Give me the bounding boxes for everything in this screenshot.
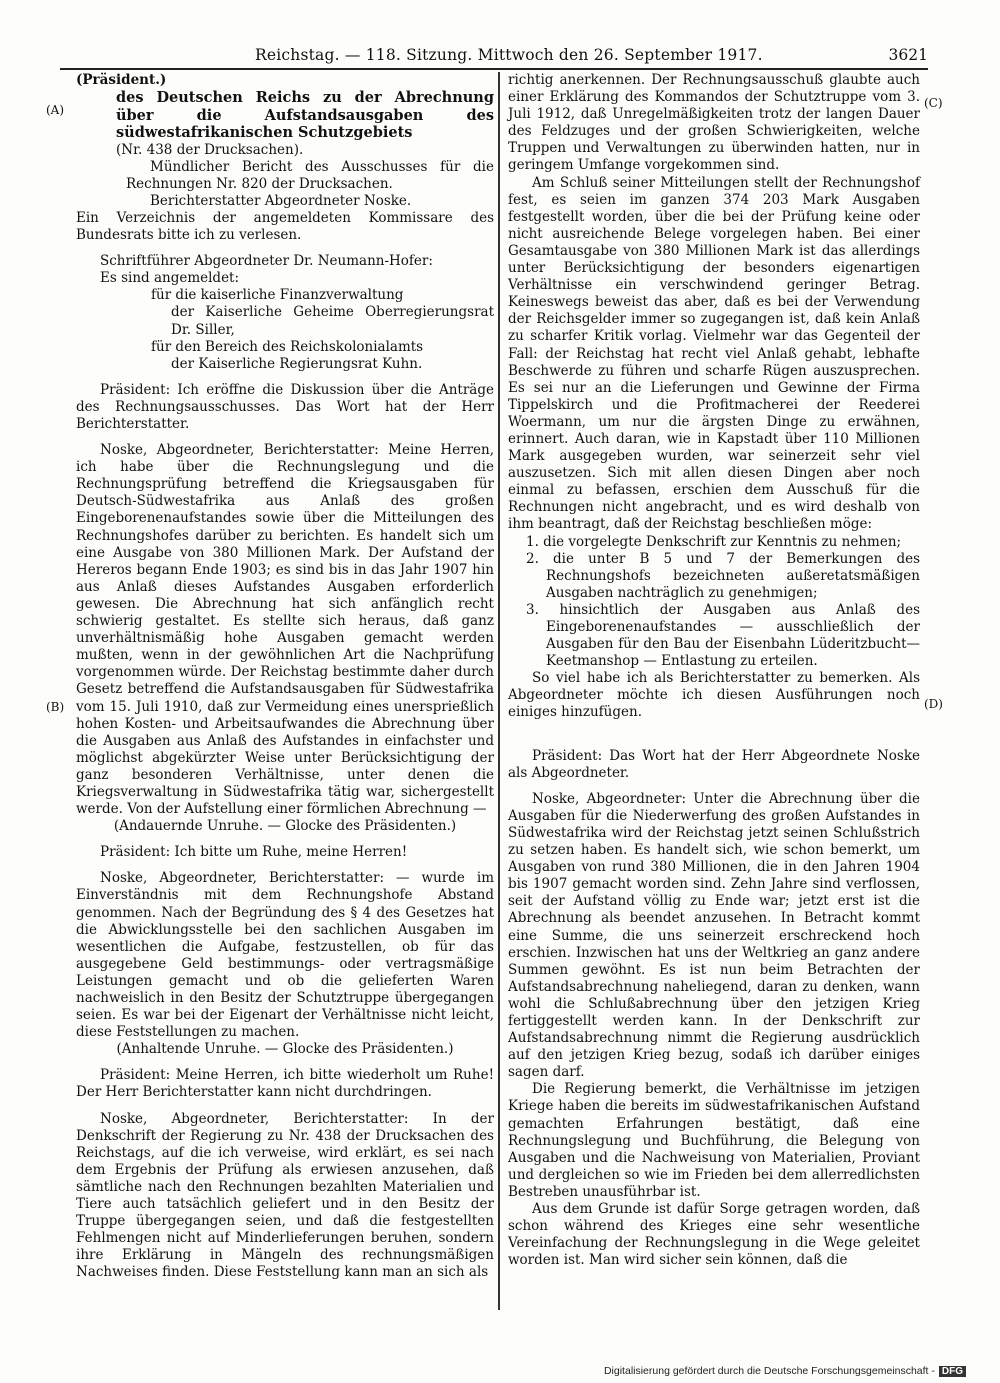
margin-marker-a: (A) — [46, 103, 65, 117]
speech-paragraph: Aus dem Grunde ist dafür Sorge getragen worden, daß schon während des Krieges eine sehr wesentliche Vereinfachung der Rechnungslegung in die Wege geleitet worden ist. Man wird sicher sein können, daß die — [508, 1201, 920, 1269]
speech-paragraph: Noske, Abgeordneter, Berichterstatter: In der Denkschrift der Regierung zu Nr. 438 der Drucksachen des Reichstags, auf die ich verweise, wird erklärt, es sei nach dem Ergebnis der Prüfung als erwiesen anzusehen, daß sämtliche nach den Rechnungen bezahlten Materialien und Tiere auch tatsächlich geliefert und in den Besitz der Truppe übergegangen seien, und daß die festgestellten Fehlmengen nicht auf Minderlieferungen beruhen, sondern ihre Erklärung in Mängeln des rechnungsmäßigen Nachweises finden. Diese Feststellung kann man an sich als — [76, 1110, 494, 1281]
list-item: für die kaiserliche Finanzverwaltung — [151, 287, 404, 304]
header-rule — [60, 68, 928, 70]
speech-paragraph: Präsident: Ich bitte um Ruhe, meine Herren! — [100, 844, 408, 861]
digitization-footer — [604, 1365, 966, 1377]
report-reference: Mündlicher Bericht des Ausschusses für die Rechnungen Nr. 820 der Drucksachen. — [126, 158, 494, 192]
list-item: der Kaiserliche Regierungsrat Kuhn. — [171, 355, 423, 372]
dfg-logo-icon: DFG — [939, 1366, 966, 1377]
page-number: 3621 — [888, 46, 928, 64]
list-item: der Kaiserliche Geheime Oberregierungsrat Dr. Siller, — [171, 304, 494, 338]
stage-direction: (Anhaltende Unruhe. — Glocke des Präsidenten.) — [116, 1041, 454, 1058]
stage-direction: (Andauernde Unruhe. — Glocke des Präsidenten.) — [113, 818, 457, 835]
speech-paragraph: Präsident: Meine Herren, ich bitte wiederholt um Ruhe! Der Herr Berichterstatter kann nicht durchdringen. — [76, 1067, 494, 1101]
speaker-running-head: (Präsident.) — [76, 72, 167, 88]
agenda-reference: (Nr. 438 der Drucksachen). — [116, 141, 304, 158]
margin-marker-d: (D) — [924, 697, 943, 711]
speech-paragraph: Präsident: Ich eröffne die Diskussion über die Anträge des Rechnungsausschusses. Das Wort hat der Herr Berichterstatter. — [76, 381, 494, 432]
speech-paragraph: Präsident: Das Wort hat der Herr Abgeordnete Noske als Abgeordneter. — [508, 747, 920, 781]
speech-paragraph: Noske, Abgeordneter: Unter die Abrechnung über die Ausgaben für die Niederwerfung des großen Aufstandes in Südwestafrika wird der Reichstag jetzt seinen Schlußstrich zu setzen haben. Es handelt sich, wie schon bemerkt, um Ausgaben von rund 380 Millionen, die in den Jahren 1904 bis 1907 gemacht worden sind. Zehn Jahre sind verflossen, seit der Aufstand völlig zu Ende war; jetzt erst ist die Abrechnung als beendet anzusehen. In Betracht kommt eine Summe, die uns seinerzeit erschreckend hoch erschien. Inzwischen hat uns der Weltkrieg an ganz andere Summen gewöhnt. Es ist nun beim Betrachten der Aufstandsabrechnung naheliegend, daran zu denken, wann wohl die Schlußabrechnung über den jetzigen Krieg fertiggestellt werden kann. In der Denkschrift zur Aufstandsabrechnung nimmt die Regierung ausdrücklich auf den jetzigen Krieg bezug, sodaß ich darüber einiges sagen darf. — [508, 790, 920, 1081]
speech-paragraph: Die Regierung bemerkt, die Verhältnisse im jetzigen Kriege haben die bereits im südwestafrikanischen Aufstand gemachten Erfahrungen bestätigt, daß eine Rechnungslegung und Buchführung, die Belegung von Ausgaben und die Nachweisung von Materialien, Proviant und dergleichen so wie im Frieden bei dem allerredlichsten Bestreben unausführbar ist. — [508, 1081, 920, 1200]
rapporteur-line: Berichterstatter Abgeordneter Noske. — [150, 192, 412, 209]
speech-paragraph: Noske, Abgeordneter, Berichterstatter: — wurde im Einverständnis mit dem Rechnungshofe Abstand genommen. Nach der Begründung des § 4 des Gesetzes hat die Abwicklungsstelle bei den sachlichen Ausgaben im wesentlichen die Aufgabe, festzustellen, ob für das ausgegebene Geld bestimmungs- oder vertragsmäßige Leistungen gemacht und ob die gelieferten Waren nachweislich in den Besitz der Schutztruppe übergegangen seien. Es war bei der Eigenart der Verhältnisse nicht leicht, diese Feststellungen zu machen. — [76, 870, 494, 1041]
speech-paragraph: So viel habe ich als Berichterstatter zu bemerken. Als Abgeordneter möchte ich diesen Ausführungen noch einiges hinzufügen. — [508, 670, 920, 721]
resolution-item: 1. die vorgelegte Denkschrift zur Kenntnis zu nehmen; — [526, 533, 902, 550]
margin-marker-c: (C) — [924, 96, 943, 110]
left-column — [76, 72, 494, 1282]
paragraph: Es sind angemeldet: — [100, 270, 240, 287]
column-divider — [498, 72, 500, 1310]
list-item: für den Bereich des Reichskolonialamts — [151, 338, 424, 355]
speech-paragraph: Am Schluß seiner Mitteilungen stellt der Rechnungshof fest, es seien im ganzen 374 203 Mark Ausgaben festgestellt worden, über die bei der Prüfung keine oder nicht ausreichende Belege vorgelegen haben. Bei einer Gesamtausgabe von 380 Millionen Mark ist das allerdings unter Berücksichtigung der besonders eigenartigen Verhältnisse ein verschwindend geringer Betrag. Keineswegs beweist das aber, daß es bei der Verwendung der Reichsgelder immer so zugegangen ist, daß kein Anlaß zu scharfer Kritik vorlag. Vielmehr war das Gegenteil der Fall: der Reichstag hat recht viel Anlaß gehabt, lebhafte Beschwerde zu führen und scharfe Rügen auszusprechen. Es sei nur an die Lieferungen und Gewinne der Firma Tippelskirch und die Profitmacherei der Reederei Woermann, um nur die ärgsten Dinge zu erwähnen, erinnert. Auch daran, wie in Kapstadt über 110 Millionen Mark ausgegeben wurden, war seinerzeit sehr viel auszusetzen. Sich mit allen diesen Dingen aber noch einmal zu befassen, erschien dem Ausschuß für die Rechnungen nicht angebracht, und es wird deshalb von ihm beantragt, daß der Reichstag beschließen möge: — [508, 174, 920, 533]
margin-marker-b: (B) — [46, 700, 65, 714]
resolution-item: 3. hinsichtlich der Ausgaben aus Anlaß des Eingeborenenaufstandes — ausschließlich der Ausgaben für den Bau der Eisenbahn Lüderitzbucht—Keetmanshop — Entlastung zu erteilen. — [526, 601, 920, 670]
speaker-line: Schriftführer Abgeordneter Dr. Neumann-Hofer: — [100, 253, 433, 270]
running-title: Reichstag. — 118. Sitzung. Mittwoch den 26. September 1917. — [255, 46, 763, 64]
footer-text: Digitalisierung gefördert durch die Deutsche Forschungsgemeinschaft - — [603, 1365, 935, 1377]
paragraph: Ein Verzeichnis der angemeldeten Kommissare des Bundesrats bitte ich zu verlesen. — [76, 209, 494, 244]
right-column — [508, 72, 920, 1269]
speech-paragraph: Noske, Abgeordneter, Berichterstatter: Meine Herren, ich habe über die Rechnungslegung und die Rechnungsprüfung betreffend die Kriegsausgaben für Deutsch-Südwestafrika aus Anlaß des großen Eingeborenenaufstandes sowie über die Mitteilungen des Rechnungshofes darüber zu berichten. Es handelt sich um eine Ausgabe von 380 Millionen Mark. Der Aufstand der Hereros begann Ende 1903; es sind bis in das Jahr 1907 hin aus Anlaß dieses Aufstandes Ausgaben erforderlich gewesen. Die Abrechnung hat sich anfänglich recht schwierig gestaltet. Es stellte sich heraus, daß ganz unverhältnismäßig hohe Ausgaben gemacht werden mußten, wenn in der gewöhnlichen Art die Nachprüfung vorgenommen würde. Der Reichstag bestimmte daher durch Gesetz betreffend die Aufstandsausgaben für Südwestafrika vom 15. Juli 1910, daß zur Vermeidung eines unersprießlich hohen Kosten- und Arbeitsaufwandes die Abrechnung über die Ausgaben aus Anlaß des Aufstandes in einfachster und möglichst abgekürzter Weise unter Berücksichtigung der ganz besonderen Verhältnisse, unter denen die Kriegsverwaltung in Südwestafrika tätig war, sichergestellt werde. Von der Aufstellung einer förmlichen Abrechnung — — [76, 442, 494, 818]
agenda-title: des Deutschen Reichs zu der Abrechnung über die Aufstandsausgaben des südwestafrikanischen Schutzgebiets — [116, 89, 494, 142]
speech-paragraph: richtig anerkennen. Der Rechnungsausschuß glaubte auch einer Erklärung des Kommandos der Schutztruppe vom 3. Juli 1912, daß Unregelmäßigkeiten trotz der langen Dauer des Feldzuges und der großen Schwierigkeiten, welche Truppen und Verwaltungen zu überwinden hatten, nur in geringem Umfange vorgekommen sind. — [508, 72, 920, 174]
resolution-item: 2. die unter B 5 und 7 der Bemerkungen des Rechnungshofs bezeichneten außeretatsmäßigen Ausgaben nachträglich zu genehmigen; — [526, 550, 920, 601]
